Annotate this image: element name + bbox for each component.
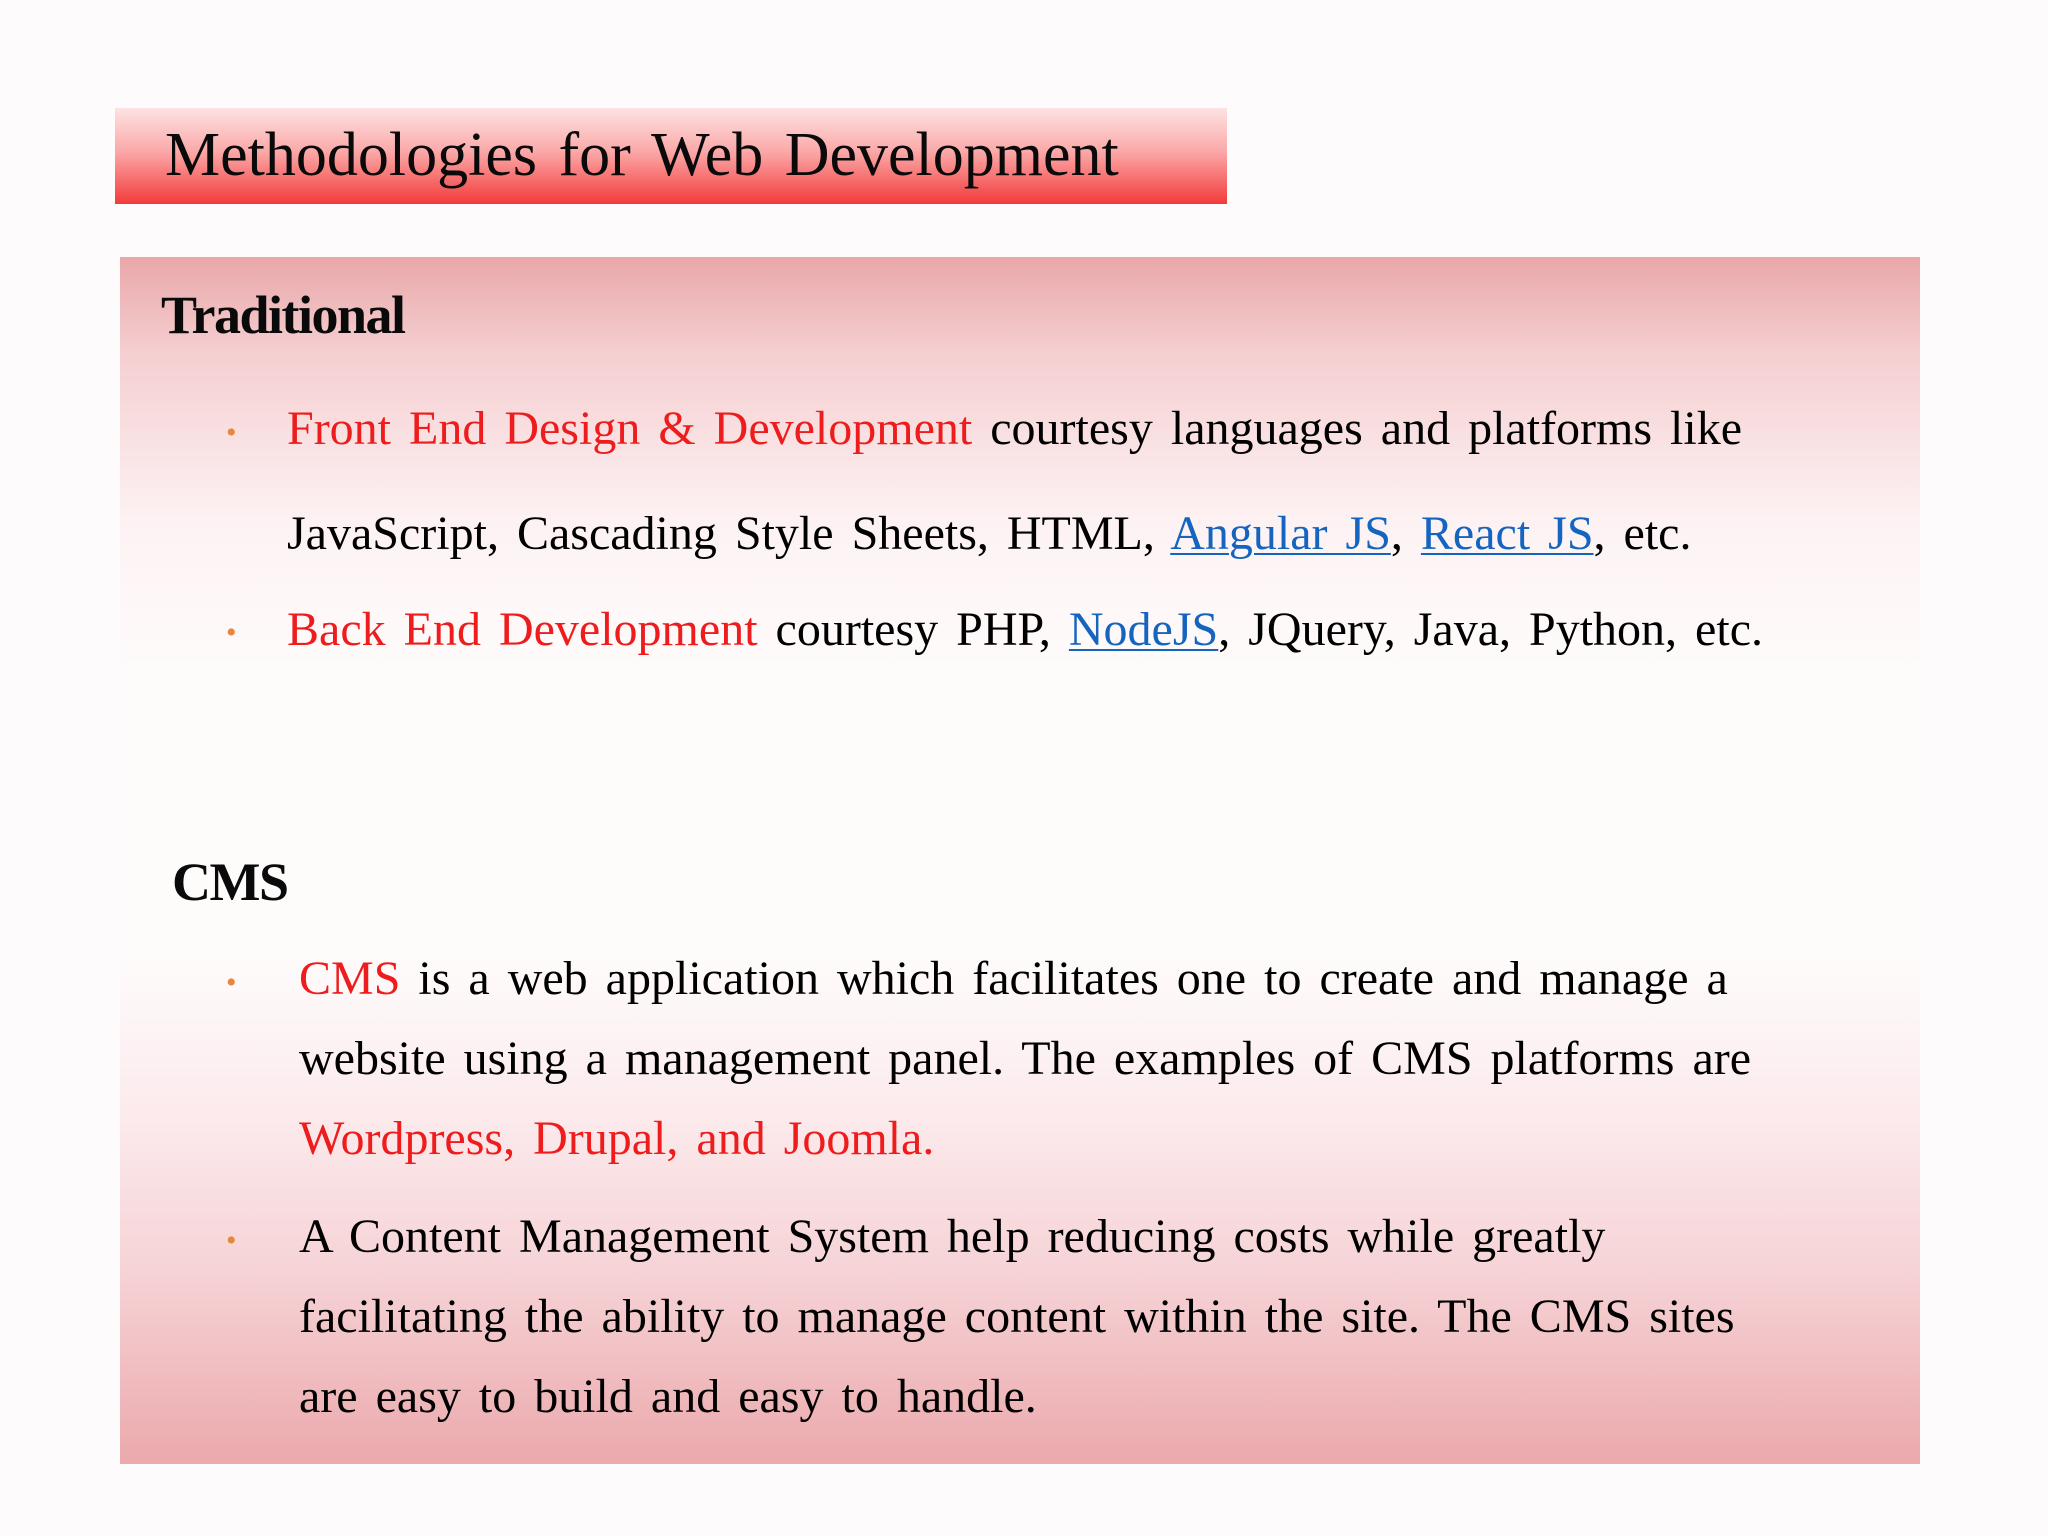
traditional-bullet-1-line-1 <box>287 399 1742 459</box>
react-js-link[interactable]: React JS <box>1420 507 1594 560</box>
bullet-text: , etc. <box>1593 507 1692 560</box>
nodejs-link[interactable]: NodeJS <box>1068 603 1219 656</box>
cms-bullet-2-line-1: A Content Management System help reducing costs while greatly <box>299 1210 1606 1263</box>
bullet-text: courtesy languages and platforms like <box>972 402 1743 455</box>
traditional-bullet-1-line-2 <box>287 504 1691 564</box>
bullet-marker: • <box>226 416 237 449</box>
bullet-marker: • <box>226 966 237 999</box>
back-end-highlight: Back End Development <box>287 603 758 656</box>
slide-title-bar <box>115 108 1227 204</box>
angular-js-link[interactable]: Angular JS <box>1170 507 1391 560</box>
section-heading-cms: CMS <box>172 852 288 912</box>
bullet-marker: • <box>226 1224 237 1257</box>
bullet-text: , JQuery, Java, Python, etc. <box>1218 603 1763 656</box>
bullet-marker: • <box>226 616 237 649</box>
traditional-bullet-2 <box>287 600 1763 660</box>
section-heading-traditional: Traditional <box>161 285 405 345</box>
front-end-highlight: Front End Design & Development <box>287 402 973 455</box>
cms-bullet-1-line-2: website using a management panel. The examples of CMS platforms are <box>299 1032 1752 1085</box>
slide-title: Methodologies for Web Development <box>165 121 1119 189</box>
bullet-text: courtesy PHP, <box>757 603 1069 656</box>
cms-bullet-2-line-2: facilitating the ability to manage content within the site. The CMS sites <box>299 1290 1735 1343</box>
cms-bullet-2-line-3: are easy to build and easy to handle. <box>299 1370 1037 1423</box>
content-panel <box>120 257 1920 1464</box>
cms-platform-examples: Wordpress, Drupal, and Joomla. <box>299 1112 935 1165</box>
bullet-text: is a web application which facilitates one to create and manage a <box>400 952 1728 1005</box>
bullet-text: , <box>1390 507 1421 560</box>
bullet-text: JavaScript, Cascading Style Sheets, HTML, <box>287 507 1171 560</box>
cms-highlight: CMS <box>299 952 401 1005</box>
cms-bullet-1-line-1 <box>299 949 1728 1009</box>
